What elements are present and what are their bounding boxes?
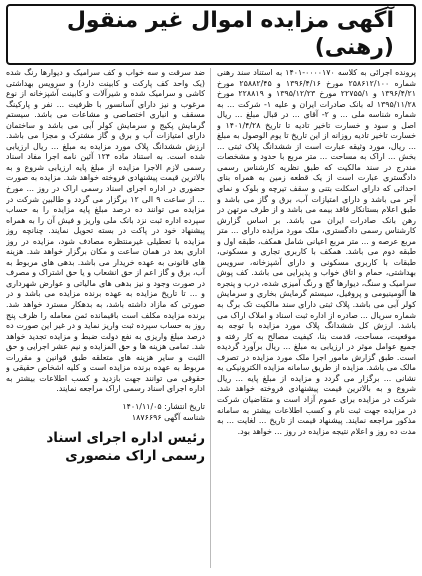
publication-date: تاریخ انتشار: ۱۴۰۱/۱۱/۰۵ (122, 401, 205, 411)
text-columns (6, 68, 416, 568)
notice-title: آگهی مزایده اموال غیر منقول (رهنی) (6, 4, 416, 65)
signature-block: رئیس اداره اجرای اسناد رسمی اراک منصوری (46, 429, 205, 464)
left-text-column (6, 68, 211, 568)
right-text-column (217, 68, 416, 568)
title-area (6, 4, 416, 65)
ad-identifier: شناسه آگهی ۱۸۷۶۶۹۶ (131, 412, 205, 422)
right-column-text: پرونده اجرائی به کلاسه ۰۰۰۰۱۷۰-۱۴۰۱ به استناد سند رهنی شماره ۲۵۸۶۱۲/۱۰۰ مورخ ۱۳۹۶/۴/۱۶ و ۲۵۸۸۲/۴۵ مورخ ۱۳۹۶/۴/۲۱ و ۲۲۷۵۵/۱ مورخ ۱۳۹۵/۱۲/۲۳ و ۲۲۸۸۱۹ مورخ ۱۳۹۵/۱۱/۲۸ له بانک صادرات ایران و علیه ۱- شرکت ... به شماره شناسه ملی ... و ۲- آقای ... در قبال مبلغ ... ریال اصل و سود و خسارت تاخیر تادیه تا تاریخ ۱۴۰۱/۴/۲۸ و خسارت تاخیر تادیه روزانه از این تاریخ تا یوم الوصول به مبلغ ... ریال، مورد وثیقه عبارت است از ششدانگ پلاک ثبتی ... بخش ... اراک به مساحت ... متر مربع با حدود و مشخصات مندرج در سند مالکیت که طبق نظریه کارشناس رسمی دادگستری عبارت است از یک قطعه زمین به همراه بنای احداثی که دارای اسکلت بتنی و سقف تیرچه و بلوک و نمای آجر می باشد و دارای امتیازات آب، برق و گاز می باشد و طبق اعلام بستانکار فاقد بیمه می باشد و از طرف مرتهن در رهن بانک صادرات ایران می باشد. بر اساس گزارش کارشناس رسمی دادگستری، ملک مورد مزایده دارای ... متر مربع عرصه و ... متر مربع اعیانی شامل همکف، طبقه اول و طبقه دوم می باشد. همکف با کاربری تجاری و مسکونی، طبقات با کاربری مسکونی و دارای آشپزخانه، سرویس بهداشتی، حمام و اتاق خواب و پذیرایی می باشد. کف پوش سرامیک و سنگ، دیوارها گچ و رنگ آمیزی شده، درب و پنجره ها آلومینیومی و پروفیل، سیستم گرمایش بخاری و سرمایش کولر آبی می باشد. پلاک ثبتی دارای سند مالکیت تک برگ به شماره سریال ... صادره از اداره ثبت اسناد و املاک اراک می باشد. ارزش کل ششدانگ پلاک مورد مزایده با توجه به موقعیت، مساحت، قدمت بنا، کیفیت مصالح به کار رفته و جمیع عوامل موثر در ارزیابی به مبلغ ... ریال برآورد گردیده است. طبق گزارش مامور اجرا ملک مورد مزایده در تصرف مالک می باشد. مزایده از طریق سامانه مزایده الکترونیکی به نشانی ... برگزار می گردد و مزایده از مبلغ پایه ... ریال شروع و به بالاترین قیمت پیشنهادی فروخته خواهد شد. شرکت در مزایده برای عموم آزاد است و متقاضیان شرکت در مزایده جهت ثبت نام و کسب اطلاعات بیشتر به سامانه مذکور مراجعه نمایند. پیشنهاد قیمت از تاریخ ... لغایت ... به مدت ده روز و اعلام نتیجه مزایده در روز ... خواهد بود. (217, 68, 416, 436)
publication-meta (6, 401, 205, 423)
left-column-text: ضد سرقت و سه خواب و کف سرامیک و دیوارها رنگ شده (یک واحد کف پارکت و کابینت دارد) و سرویس بهداشتی کاشی و سرامیک شده و شیرآلات و کابینت آشپزخانه از نوع مرغوب و نیز دارای آسانسور با ظرفیت ... نفر و پارکینگ مسقف و انباری اختصاصی و مشاعات می باشد. سیستم گرمایش پکیج و سرمایش کولر آبی می باشد و ساختمان دارای امتیازات آب و برق و گاز مشترک و مجزا می باشد. ارزش ششدانگ پلاک مورد مزایده به مبلغ ... ریال ارزیابی شده است. به استناد ماده ۱۲۴ آئین نامه اجرا مفاد اسناد رسمی لازم الاجرا مزایده از مبلغ پایه ارزیابی شروع و به بالاترین قیمت پیشنهادی فروخته خواهد شد. مزایده به صورت حضوری در اداره اجرای اسناد رسمی اراک در روز ... مورخ ... از ساعت ۹ الی ۱۲ برگزار می گردد و طالبین شرکت در مزایده می توانند ده درصد مبلغ پایه مزایده را به حساب سپرده اداره ثبت نزد بانک ملی واریز و فیش آن را به همراه پیشنهاد خود در پاکت در بسته تحویل نمایند. چنانچه روز مزایده با تعطیلی غیرمنتظره مصادف شود، مزایده در روز اداری بعد در همان ساعت و مکان برگزار خواهد شد. هزینه های قانونی به عهده خریدار می باشد. بدهی های مربوط به آب، برق و گاز اعم از حق انشعاب و یا حق اشتراک و مصرف در صورت وجود و نیز بدهی های مالیاتی و عوارض شهرداری و ... تا تاریخ مزایده به عهده برنده مزایده می باشد و در صورتی که مازاد داشته باشد، به بدهکار مسترد خواهد شد. برنده مزایده مکلف است باقیمانده ثمن معامله را ظرف پنج روز به حساب سپرده ثبت واریز نماید و در غیر این صورت ده درصد مبلغ واریزی به نفع دولت ضبط و مزایده تجدید خواهد شد. تمامی هزینه ها و حق المزایده و نیم عشر اجرایی و حق الثبت و سایر هزینه های متعلقه طبق قوانین و مقررات مربوط به عهده برنده مزایده است و کلیه اشخاص حقیقی و حقوقی می توانند جهت بازدید و کسب اطلاعات بیشتر به اداره اجرای اسناد رسمی اراک مراجعه نمایند. (6, 68, 206, 394)
